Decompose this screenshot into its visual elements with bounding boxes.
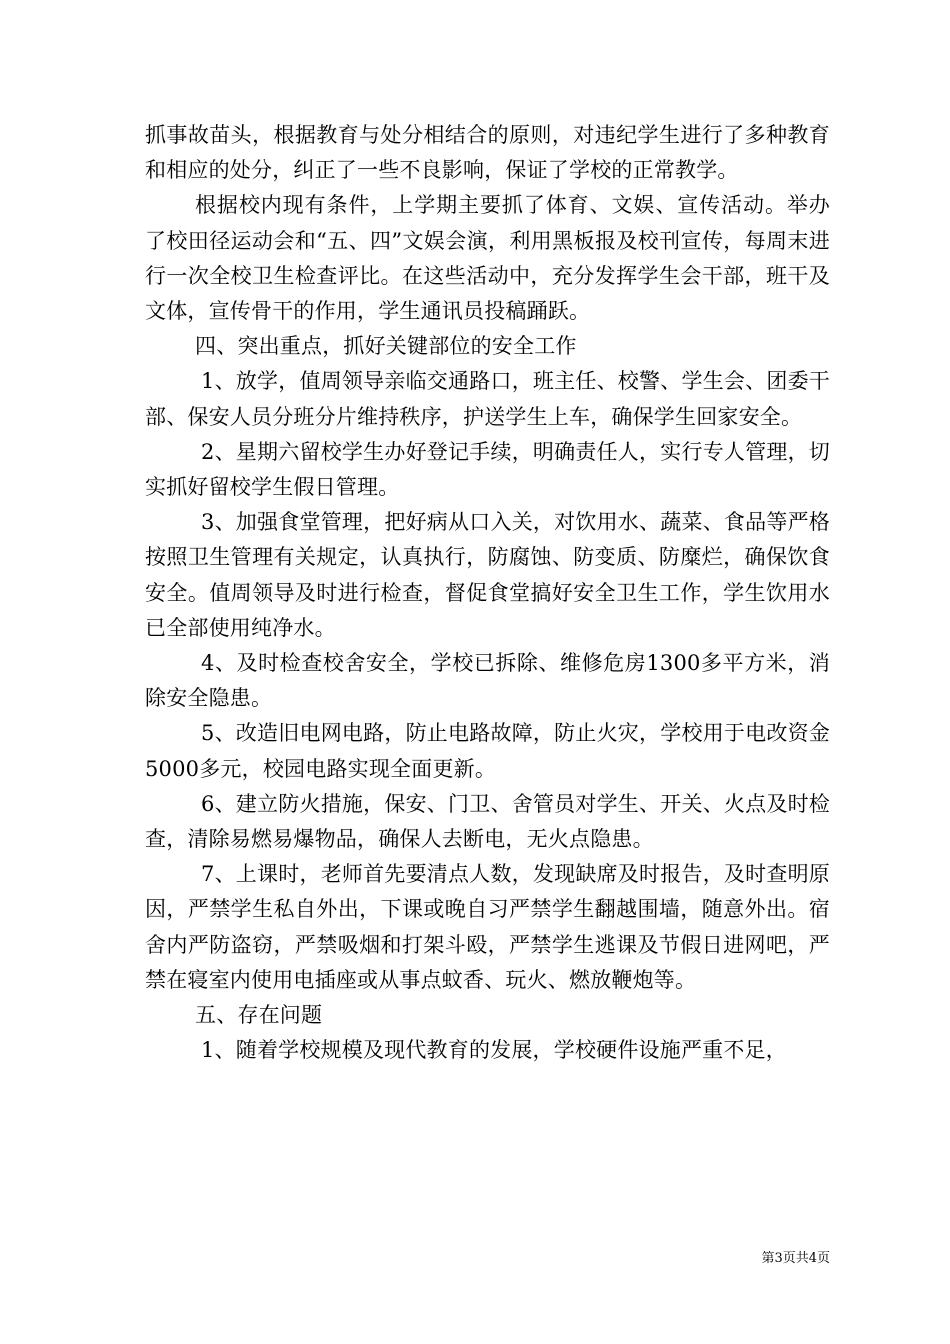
item-4-6: 6、建立防火措施，保安、门卫、舍管员对学生、开关、火点及时检查，清除易燃易爆物品，确保人去断电，无火点隐患。 <box>145 791 830 852</box>
item-4-1: 1、放学，值周领导亲临交通路口，班主任、校警、学生会、团委干部、保安人员分班分片维持秩序，护送学生上车，确保学生回家安全。 <box>145 369 830 429</box>
item-4-2: 2、星期六留校学生办好登记手续，明确责任人，实行专人管理，切实抓好留校学生假日管理。 <box>145 439 830 500</box>
page-number: 第3页共4页 <box>761 1251 830 1266</box>
item-4-7: 7、上课时，老师首先要清点人数，发现缺席及时报告，及时查明原因，严禁学生私自外出，下课或晚自习严禁学生翻越围墙，随意外出。宿舍内严防盗窃，严禁吸烟和打架斗殴，严禁学生逃课及节假日进网吧，严禁在寝室内使用电插座或从事点蚊香、玩火、燃放鞭炮等。 <box>145 862 830 992</box>
item-4-5: 5、改造旧电网电路，防止电路故障，防止火灾，学校用于电改资金5000多元，校园电路实现全面更新。 <box>145 721 830 781</box>
paragraph-activities: 根据校内现有条件，上学期主要抓了体育、文娱、宣传活动。举办了校田径运动会和“五、四”文娱会演，利用黑板报及校刊宣传，每周末进行一次全校卫生检查评比。在这些活动中，充分发挥学生会干部，班干及文体，宣传骨干的作用，学生通讯员投稿踊跃。 <box>145 193 830 324</box>
item-4-3: 3、加强食堂管理，把好病从口入关，对饮用水、蔬菜、食品等严格按照卫生管理有关规定，认真执行，防腐蚀、防变质、防糜烂，确保饮食安全。值周领导及时进行检查，督促食堂搞好安全卫生工作，学生饮用水已全部使用纯净水。 <box>145 510 830 640</box>
item-4-4: 4、及时检查校舍安全，学校已拆除、维修危房1300多平方米，消除安全隐患。 <box>145 651 830 711</box>
section-heading-5: 五、存在问题 <box>195 1003 323 1028</box>
document-body <box>145 118 830 1068</box>
item-5-1: 1、随着学校规模及现代教育的发展，学校硬件设施严重不足， <box>201 1038 787 1063</box>
paragraph-discipline: 抓事故苗头，根据教育与处分相结合的原则，对违纪学生进行了多种教育和相应的处分，纠正了一些不良影响，保证了学校的正常教学。 <box>145 123 830 183</box>
section-heading-4: 四、突出重点，抓好关键部位的安全工作 <box>195 334 577 359</box>
